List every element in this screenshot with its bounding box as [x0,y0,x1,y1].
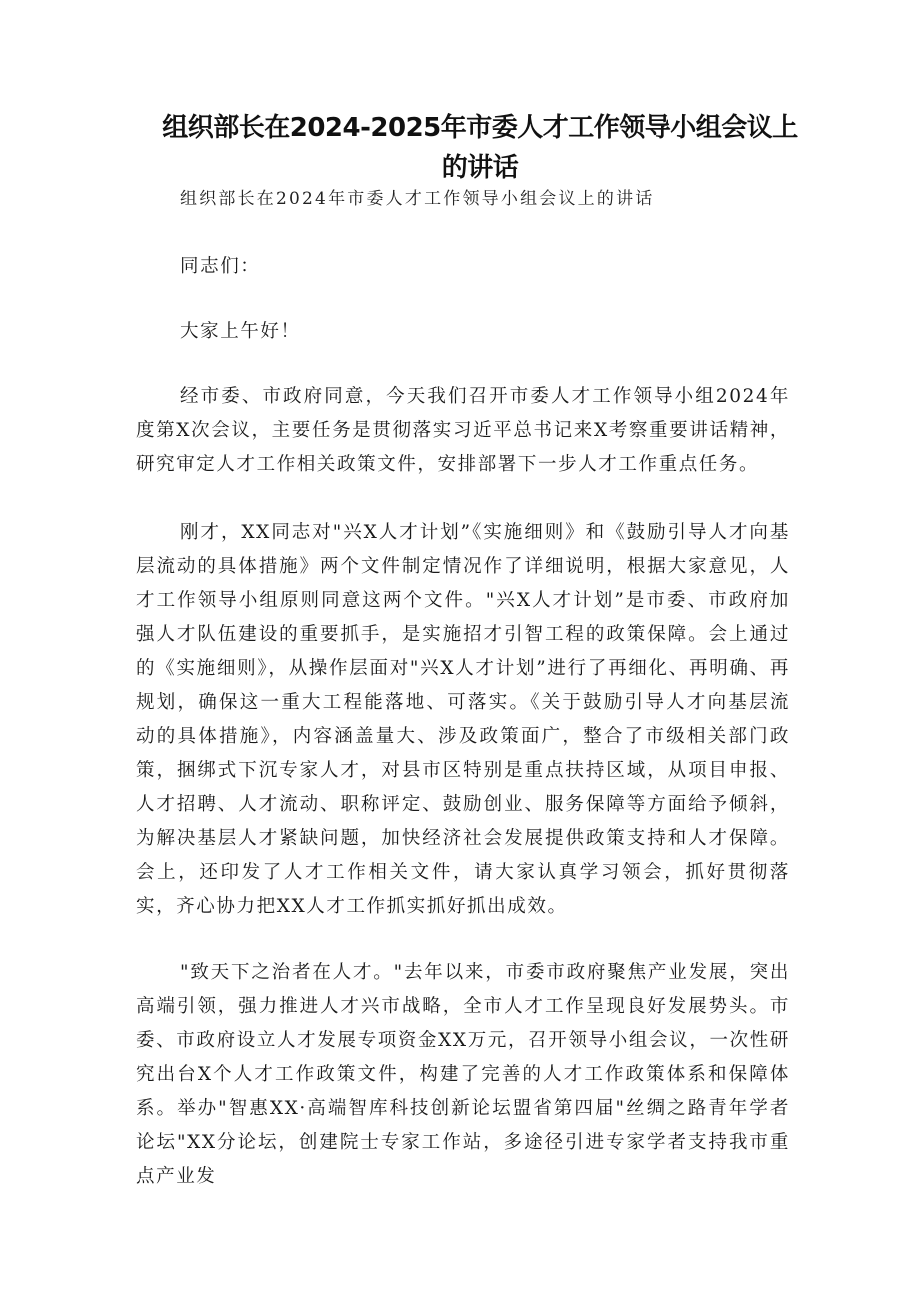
paragraph-1: 经市委、市政府同意，今天我们召开市委人才工作领导小组2024年度第X次会议，主要任务是贯彻落实习近平总书记来X考察重要讲话精神，研究审定人才工作相关政策文件，安排部署下一步人才工作重点任务。 [136,386,790,475]
paragraph-2: 刚才，XX同志对"兴X人才计划”《实施细则》和《鼓励引导人才向基层流动的具体措施》两个文件制定情况作了详细说明，根据大家意见，人才工作领导小组原则同意这两个文件。"兴X人才计划”是市委、市政府加强人才队伍建设的重要抓手，是实施招才引智工程的政策保障。会上通过的《实施细则》，从操作层面对"兴X人才计划”进行了再细化、再明确、再规划，确保这一重大工程能落地、可落实。《关于鼓励引导人才向基层流动的具体措施》，内容涵盖量大、涉及政策面广，整合了市级相关部门政策，捆绑式下沉专家人才，对县市区特别是重点扶持区域，从项目申报、人才招聘、人才流动、职称评定、鼓励创业、服务保障等方面给予倾斜，为解决基层人才紧缺问题，加快经济社会发展提供政策支持和人才保障。会上，还印发了人才工作相关文件，请大家认真学习领会，抓好贯彻落实，齐心协力把XX人才工作抓实抓好抓出成效。 [136,522,790,917]
paragraph-3: "致天下之治者在人才。"去年以来，市委市政府聚焦产业发展，突出高端引领，强力推进人才兴市战略，全市人才工作呈现良好发展势头。市委、市政府设立人才发展专项资金XX万元，召开领导小组会议，一次性研究出台X个人才工作政策文件，构建了完善的人才工作政策体系和保障体系。举办"智惠XX·高端智库科技创新论坛盟省第四届"丝绸之路青年学者论坛"XX分论坛，创建院士专家工作站，多途径引进专家学者支持我市重点产业发 [136,962,790,1187]
salutation: 同志们： [180,256,261,277]
document-subtitle: 组织部长在2024年市委人才工作领导小组会议上的讲话 [180,189,655,209]
document-title: 组织部长在2024-2025年市委人才工作领导小组会议上的讲话 [162,113,798,183]
greeting: 大家上午好！ [180,321,301,342]
